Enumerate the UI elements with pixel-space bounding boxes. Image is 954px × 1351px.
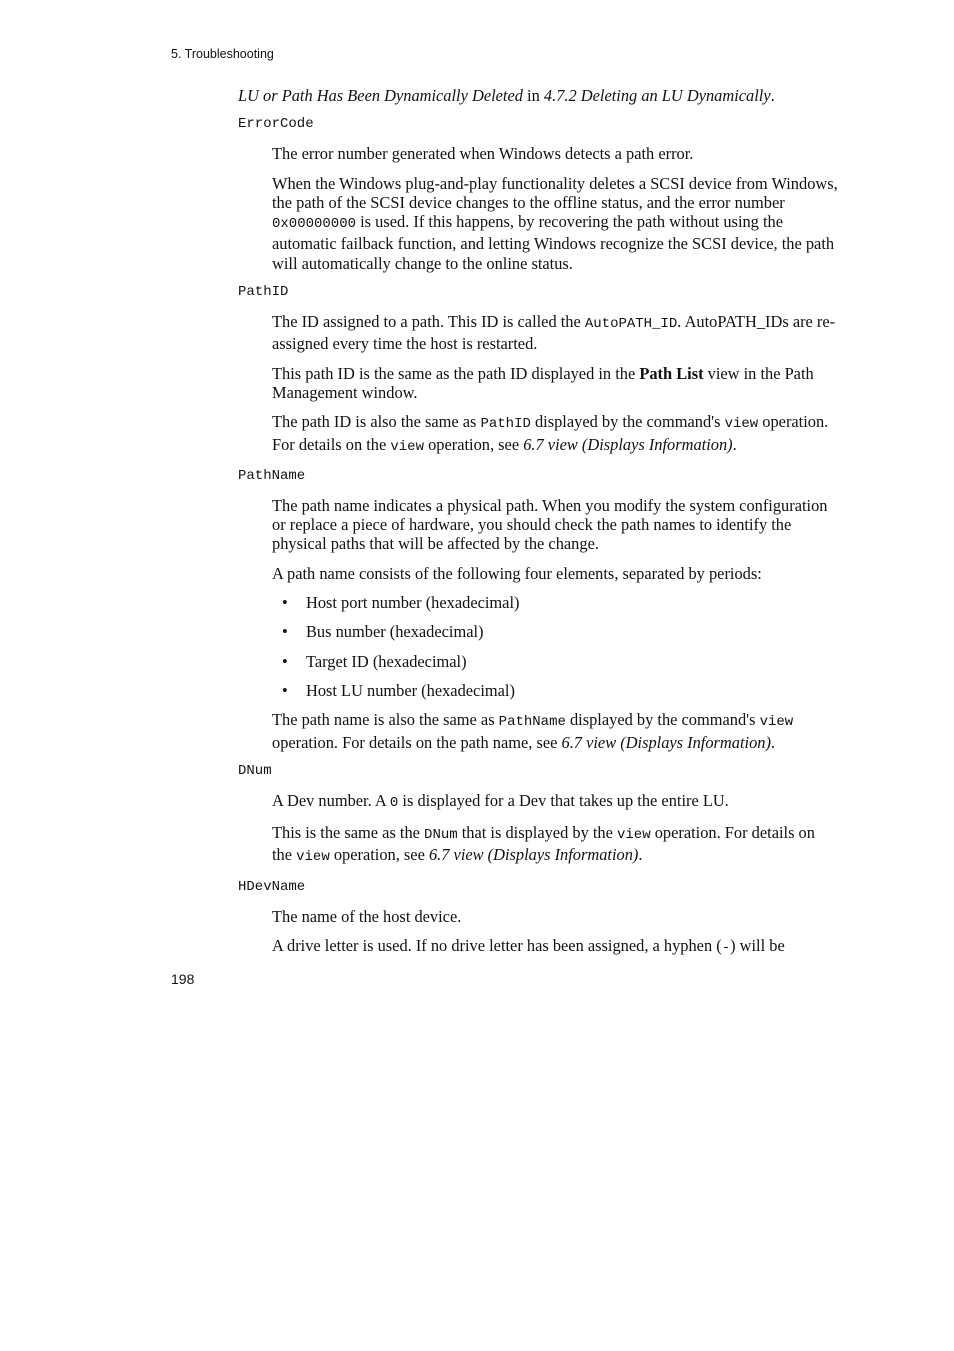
code-span: view xyxy=(390,438,424,455)
term-errorcode: ErrorCode xyxy=(238,116,314,133)
text-span: in xyxy=(522,86,544,105)
text-span: is used. If this happens, by recovering the path without using the automatic failback function, and letting Windows recognize the SCSI device, the path will automatically change to the online status. xyxy=(272,212,835,273)
code-span: DNum xyxy=(424,827,458,844)
errorcode-paragraph-2 xyxy=(272,174,838,273)
list-item xyxy=(272,681,838,700)
code-span: - xyxy=(721,940,731,957)
code-span: view xyxy=(296,849,330,866)
list-item xyxy=(272,652,838,671)
pathid-paragraph-1 xyxy=(272,312,838,354)
pathname-paragraph-1: The path name indicates a physical path. When you modify the system configuration or replace a piece of hardware, you should check the path names to identify the physical paths that will be affected by the change. xyxy=(272,495,828,554)
code-span: view xyxy=(724,416,759,433)
text-span: operation, see xyxy=(329,845,429,865)
pathid-paragraph-3 xyxy=(272,412,838,457)
text-span: The path name is also the same as xyxy=(272,710,499,730)
text-span: . xyxy=(732,434,737,454)
dnum-paragraph-1 xyxy=(272,791,838,813)
bullet-icon: • xyxy=(282,622,288,642)
cross-reference[interactable]: LU or Path Has Been Dynamically Deleted xyxy=(238,86,523,105)
errorcode-paragraph-1: The error number generated when Windows detects a path error. xyxy=(272,144,694,164)
running-head: 5. Troubleshooting xyxy=(171,47,274,61)
term-pathname: PathName xyxy=(238,467,306,484)
text-span: view in the Path Management window. xyxy=(272,363,814,402)
hdevname-paragraph-1: The name of the host device. xyxy=(272,906,462,926)
cross-reference[interactable]: 6.7 view (Displays Information) xyxy=(523,434,733,454)
term-dnum: DNum xyxy=(238,762,272,779)
code-span: view xyxy=(759,714,794,731)
text-span: operation, see xyxy=(423,434,524,454)
text-span: . AutoPATH_IDs are re-assigned every time the host is restarted. xyxy=(272,312,836,354)
pathid-paragraph-2 xyxy=(272,364,838,403)
text-span: . xyxy=(770,732,776,752)
hdevname-paragraph-2 xyxy=(272,936,838,958)
text-span: is displayed for a Dev that takes up the entire LU. xyxy=(398,790,729,810)
lead-paragraph xyxy=(238,86,838,105)
code-span: AutoPATH_ID xyxy=(584,316,678,333)
code-span: 0x00000000 xyxy=(272,216,357,233)
text-span: The ID assigned to a path. This ID is called the xyxy=(272,312,585,332)
code-span: view xyxy=(617,827,651,844)
text-span: This path ID is the same as the path ID displayed in the xyxy=(272,363,640,383)
bold-span: Path List xyxy=(639,363,704,383)
text-span: . xyxy=(770,86,775,105)
page-number: 198 xyxy=(171,971,195,987)
text-span: The path ID is also the same as xyxy=(272,412,481,432)
list-item-text: Host port number (hexadecimal) xyxy=(306,593,520,613)
pathname-paragraph-2: A path name consists of the following four elements, separated by periods: xyxy=(272,563,762,583)
text-span: operation. For details on the xyxy=(272,823,815,865)
list-item-text: Bus number (hexadecimal) xyxy=(306,622,484,642)
text-span: When the Windows plug-and-play functionality deletes a SCSI device from Windows, the path of the SCSI device changes to the offline status, and the error number xyxy=(272,173,838,212)
document-body xyxy=(238,86,838,968)
term-pathid: PathID xyxy=(238,284,289,301)
bullet-icon: • xyxy=(282,651,288,671)
code-span: 0 xyxy=(389,794,399,811)
dnum-paragraph-2 xyxy=(272,823,838,868)
cross-reference[interactable]: 4.7.2 Deleting an LU Dynamically xyxy=(543,86,771,105)
text-span: . xyxy=(638,845,643,865)
path-elements-list xyxy=(272,593,838,700)
pathname-paragraph-3 xyxy=(272,710,838,752)
term-hdevname: HDevName xyxy=(238,878,306,895)
bullet-icon: • xyxy=(282,680,288,700)
text-span: operation. For details on the xyxy=(272,412,829,454)
text-span: displayed by the command's xyxy=(530,412,725,432)
list-item-text: Host LU number (hexadecimal) xyxy=(306,680,515,700)
text-span: A drive letter is used. If no drive letter has been assigned, a hyphen ( xyxy=(272,936,722,956)
list-item xyxy=(272,593,838,612)
bullet-icon: • xyxy=(282,593,288,613)
code-span: PathID xyxy=(480,416,531,433)
text-span: ) will be xyxy=(730,936,785,956)
text-span: displayed by the command's xyxy=(565,710,760,730)
text-span: that is displayed by the xyxy=(457,823,617,843)
text-span: operation. For details on the path name, see xyxy=(272,732,562,752)
cross-reference[interactable]: 6.7 view (Displays Information) xyxy=(428,845,639,865)
list-item-text: Target ID (hexadecimal) xyxy=(306,651,467,671)
text-span: This is the same as the xyxy=(272,823,425,843)
code-span: PathName xyxy=(498,714,566,731)
list-item xyxy=(272,622,838,641)
cross-reference[interactable]: 6.7 view (Displays Information) xyxy=(561,732,771,752)
text-span: A Dev number. A xyxy=(272,790,390,810)
